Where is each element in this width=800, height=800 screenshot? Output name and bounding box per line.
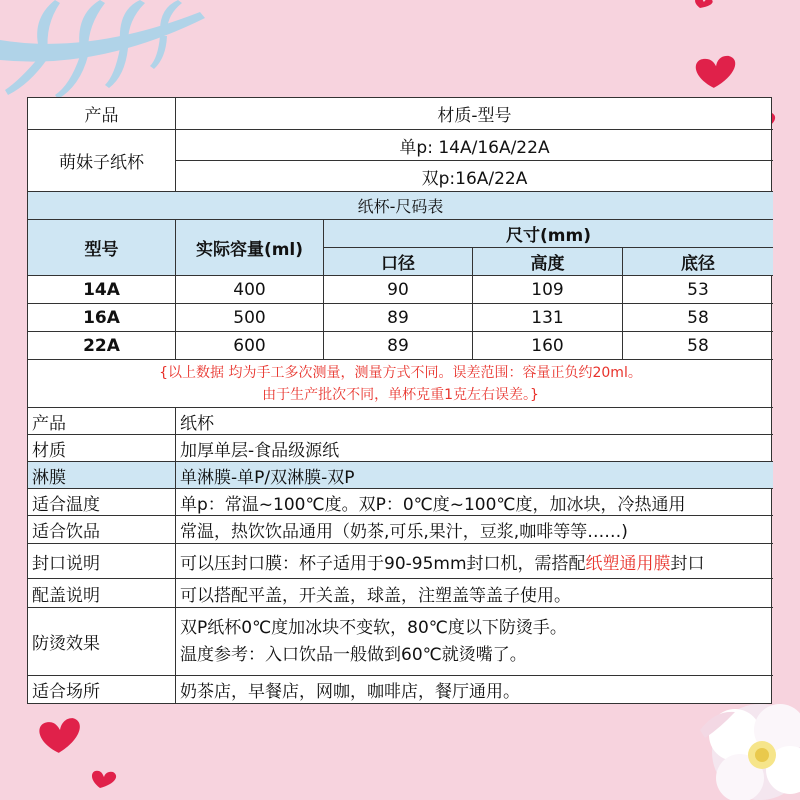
col-capacity-header: 实际容量(ml) bbox=[176, 220, 324, 276]
header-material-model-label: 材质-型号 bbox=[176, 98, 773, 130]
spec-value-venues: 奶茶店，早餐店，网咖，咖啡店，餐厅通用。 bbox=[180, 682, 520, 702]
measurement-note-line2: 由于生产批次不同，单杯克重1克左右误差。} bbox=[262, 386, 539, 403]
spec-value-product: 纸杯 bbox=[176, 408, 773, 435]
row-bottom: 58 bbox=[623, 332, 773, 360]
sealing-suffix: 封口 bbox=[670, 553, 705, 574]
spec-label-coating: 淋膜 bbox=[28, 462, 176, 489]
spec-label-material: 材质 bbox=[28, 435, 176, 462]
col-model-header: 型号 bbox=[28, 220, 176, 276]
heat-protection-line2: 温度参考：入口饮品一般做到60℃就烫嘴了。 bbox=[180, 644, 527, 665]
col-bottom-header: 底径 bbox=[623, 248, 773, 276]
flower-icon bbox=[700, 704, 800, 800]
fern-leaf-icon bbox=[0, 0, 205, 99]
spec-value-drinks: 常温，热饮饮品通用（奶茶,可乐,果汁，豆浆,咖啡等等……) bbox=[176, 516, 773, 544]
spec-value-heat-protection bbox=[176, 608, 773, 676]
row-model: 16A bbox=[28, 304, 176, 332]
spec-label-lid: 配盖说明 bbox=[28, 579, 176, 608]
sealing-highlight: 纸塑通用膜 bbox=[585, 553, 671, 574]
spec-label-sealing: 封口说明 bbox=[28, 544, 176, 579]
measurement-note-line1: {以上数据 均为手工多次测量，测量方式不同。误差范围：容量正负约20ml。 bbox=[159, 364, 642, 381]
row-diameter: 89 bbox=[324, 304, 473, 332]
spec-value-sealing bbox=[176, 544, 773, 579]
row-height: 160 bbox=[473, 332, 623, 360]
spec-value-coating: 单淋膜-单P/双淋膜-双P bbox=[176, 462, 773, 489]
spec-label-heat-protection: 防烫效果 bbox=[28, 608, 176, 676]
row-bottom: 53 bbox=[623, 276, 773, 304]
product-spec-sheet bbox=[27, 97, 772, 704]
spec-label-drinks: 适合饮品 bbox=[28, 516, 176, 544]
row-height: 131 bbox=[473, 304, 623, 332]
row-height: 109 bbox=[473, 276, 623, 304]
col-size-header: 尺寸(mm) bbox=[324, 220, 773, 248]
row-capacity: 500 bbox=[176, 304, 324, 332]
measurement-note bbox=[28, 360, 773, 408]
row-bottom: 58 bbox=[623, 304, 773, 332]
row-model: 22A bbox=[28, 332, 176, 360]
sealing-text: 可以压封口膜：杯子适用于90-95mm封口机，需搭配 bbox=[180, 553, 586, 574]
product-name: 萌妹子纸杯 bbox=[28, 130, 176, 192]
row-diameter: 89 bbox=[324, 332, 473, 360]
row-capacity: 400 bbox=[176, 276, 324, 304]
spec-value-lid: 可以搭配平盖，开关盖，球盖，注塑盖等盖子使用。 bbox=[176, 579, 773, 608]
row-capacity: 600 bbox=[176, 332, 324, 360]
spec-label-product: 产品 bbox=[28, 408, 176, 435]
spec-value-temperature: 单p：常温~100℃度。双P：0℃度~100℃度，加冰块，冷热通用 bbox=[176, 489, 773, 516]
row-diameter: 90 bbox=[324, 276, 473, 304]
col-height-header: 高度 bbox=[473, 248, 623, 276]
single-p-models: 单p: 14A/16A/22A bbox=[176, 130, 773, 161]
spec-value-material: 加厚单层-食品级源纸 bbox=[176, 435, 773, 462]
double-p-models: 双p:16A/22A bbox=[176, 161, 773, 192]
spec-label-venues: 适合场所 bbox=[28, 676, 176, 703]
size-table-title: 纸杯-尺码表 bbox=[28, 192, 773, 220]
header-product-label: 产品 bbox=[28, 98, 176, 130]
heat-protection-line1: 双P纸杯0℃度加冰块不变软，80℃度以下防烫手。 bbox=[180, 617, 567, 638]
col-diameter-header: 口径 bbox=[324, 248, 473, 276]
spec-label-temperature: 适合温度 bbox=[28, 489, 176, 516]
row-model: 14A bbox=[28, 276, 176, 304]
